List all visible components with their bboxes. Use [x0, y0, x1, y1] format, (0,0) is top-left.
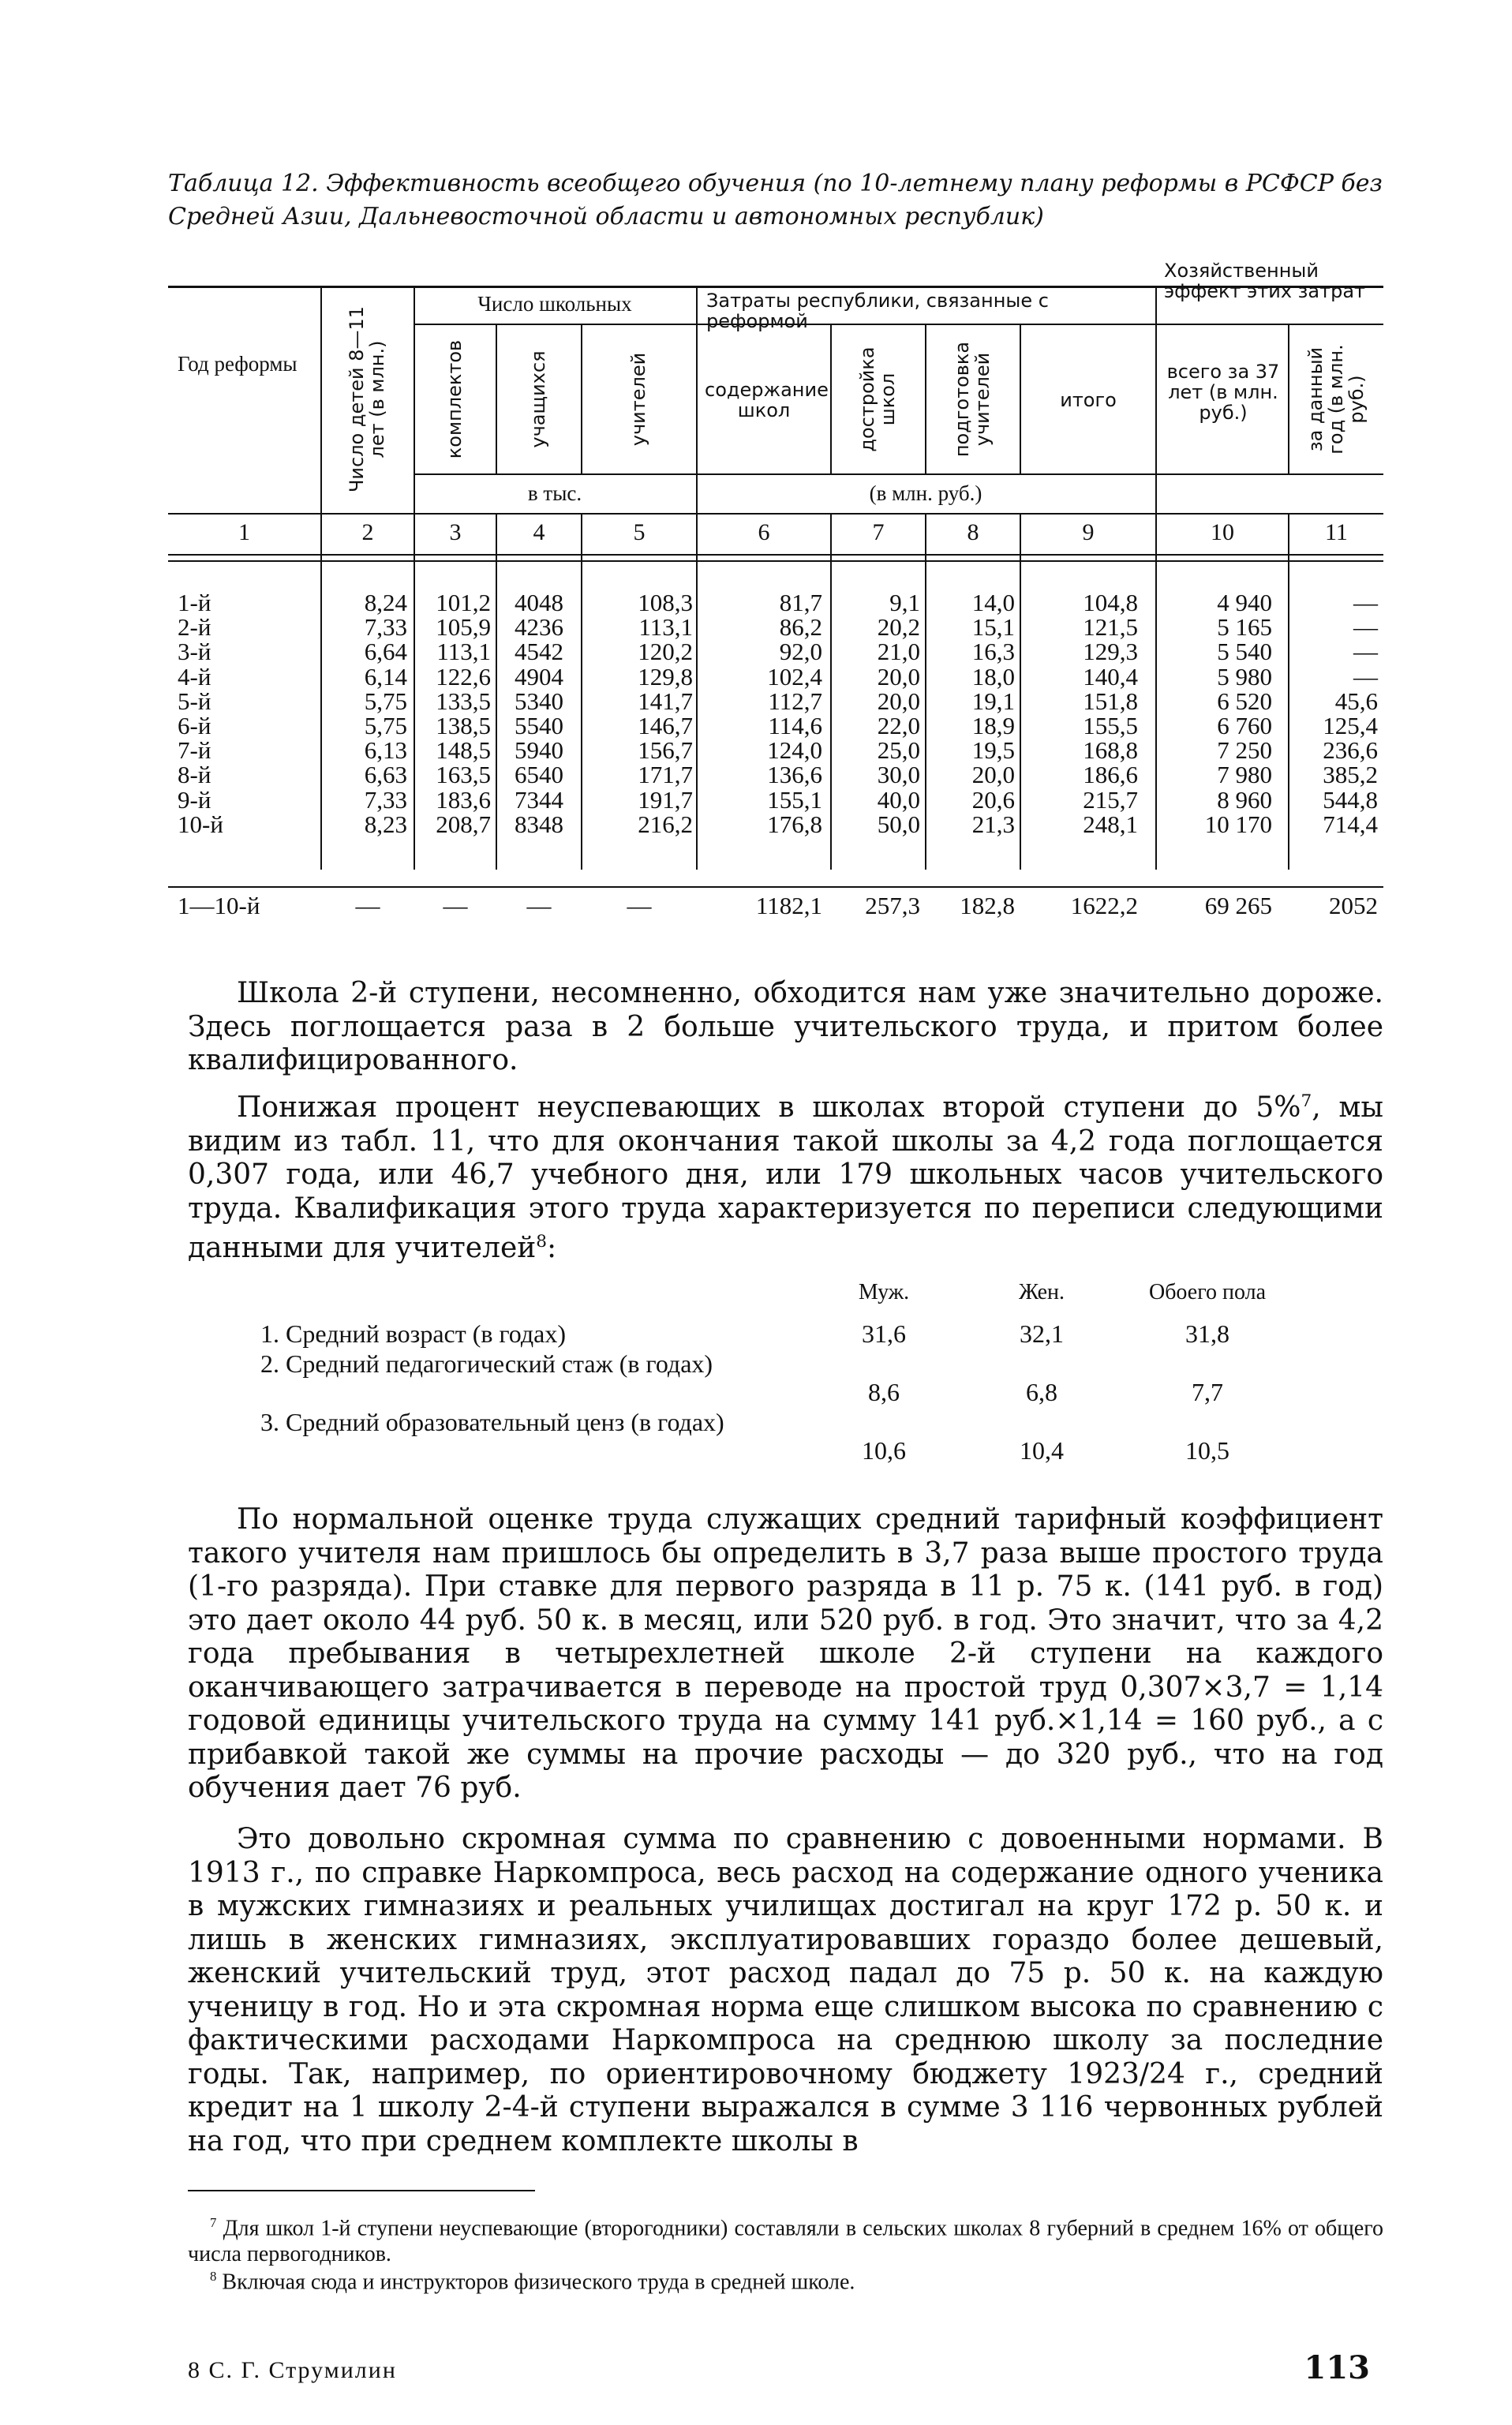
teacher-row-1-both: 31,8 [1185, 1319, 1229, 1348]
teacher-row-2-male: 8,6 [868, 1378, 900, 1406]
page-number: 113 [1304, 2349, 1370, 2386]
paragraph-2-text-a: Понижая процент неуспевающих в школах второй ступени до 5% [237, 1091, 1301, 1124]
colnum-8: 8 [967, 519, 979, 545]
teacher-row-3-both: 10,5 [1185, 1436, 1229, 1465]
teacher-row-2-label: 2. Средний педагогический стаж (в годах) [260, 1349, 713, 1378]
col-children: 8,24 7,33 6,64 6,14 5,75 5,75 6,13 6,63 7,33 8,23 [364, 589, 407, 838]
col-year: 1-й 2-й 3-й 4-й 5-й 6-й 7-й 8-й 9-й 10-й [178, 589, 223, 838]
footnote-rule [188, 2190, 535, 2191]
colnum-1: 1 [238, 519, 250, 545]
colnum-2: 2 [361, 519, 374, 545]
summary-construction: 257,3 [865, 892, 920, 919]
footnote-ref-7: 7 [1301, 1091, 1312, 1111]
header-units-mln: (в млн. руб.) [869, 481, 982, 505]
header-costs-group: Затраты республики, связанные с реформой [706, 290, 1049, 332]
teacher-row-3-male: 10,6 [862, 1436, 906, 1465]
teacher-row-1-male: 31,6 [862, 1319, 906, 1348]
header-effect-total: всего за 37 лет (в млн. руб.) [1166, 361, 1280, 424]
paragraph-2 [188, 1085, 1383, 1266]
header-schools-group: Число школьных [477, 292, 632, 316]
colnum-10: 10 [1211, 519, 1234, 545]
colnum-bottom-rule-2 [168, 560, 1383, 562]
header-maintenance: содержание школ [705, 379, 829, 421]
header-training: подготовка учителей [951, 341, 994, 458]
summary-training: 182,8 [960, 892, 1015, 919]
header-teachers: учителей [627, 352, 649, 447]
col-construction: 9,1 20,2 21,0 20,0 20,0 22,0 25,0 30,0 40,0 50,0 [877, 589, 920, 838]
col-training: 14,0 15,1 16,3 18,0 19,1 18,9 19,5 20,0 20,6 21,3 [971, 589, 1015, 838]
summary-effect-total: 69 265 [1204, 892, 1272, 919]
header-construction: достройка школ [856, 346, 899, 452]
teacher-row-3-label: 3. Средний образовательный ценз (в годах) [260, 1408, 724, 1436]
col-students: 4048 4236 4542 4904 5340 5540 5940 6540 7344 8348 [515, 589, 563, 838]
paragraph-2-text-b: , мы видим из табл. 11, что для окончания такой школы за 4,2 года поглощается 0,307 года, или 46,7 учебного дня, или 179 школьных часов учительского труда. Квалификация этого труда характеризуется по переписи следующими данными для учителей [188, 1091, 1383, 1264]
footnote-7 [188, 2210, 1383, 2267]
colnum-3: 3 [449, 519, 462, 545]
vline-4a [581, 324, 582, 473]
colnum-6: 6 [758, 519, 770, 545]
summary-effect-year: 2052 [1329, 892, 1378, 919]
vline-3a [496, 324, 497, 473]
summary-total: 1622,2 [1070, 892, 1138, 919]
summary-children: — [355, 892, 380, 919]
vline-7a [925, 324, 926, 473]
col-total: 104,8 121,5 129,3 140,4 151,8 155,5 168,8 186,6 215,7 248,1 [1083, 589, 1138, 838]
colnum-top-rule [168, 513, 1383, 515]
teacher-row-3-female: 10,4 [1020, 1436, 1064, 1465]
printer-signature: 8 С. Г. Струмилин [188, 2357, 397, 2383]
colnum-11: 11 [1325, 519, 1348, 545]
summary-year: 1—10-й [178, 892, 260, 919]
footnote-8-mark: 8 [210, 2269, 217, 2284]
colnum-4: 4 [533, 519, 545, 545]
col-complects: 101,2 105,9 113,1 122,6 133,5 138,5 148,5 163,5 183,6 208,7 [436, 589, 491, 838]
header-year: Год реформы [178, 352, 298, 376]
reform-effectiveness-table [168, 251, 1383, 971]
footnote-8 [188, 2263, 1383, 2295]
teacher-row-2-both: 7,7 [1192, 1378, 1223, 1406]
table-caption: Таблица 12. Эффективность всеобщего обучения (по 10-летнему плану реформы в РСФСР без Средней Азии, Дальневосточной области и автономных республик) [168, 170, 1383, 230]
teacher-row-2-female: 6,8 [1026, 1378, 1057, 1406]
paragraph-3: По нормальной оценке труда служащих средний тарифный коэффициент такого учителя нам пришлось бы определить в 3,7 раза выше простого труда (1-го разряда). При ставке для первого разряда в 11 р. 75 к. (141 руб. в год) это дает около 44 руб. 50 к. в месяц, или 520 руб. в год. Это значит, что за 4,2 года пребывания в четырехлетней школе 2-й ступени на каждого оканчивающего затрачивается в переводе на простой труд 0,307×3,7 = 1,14 годовой единицы учительского труда на сумму 141 руб.×1,14 = 160 руб., а с прибавкой такой же суммы на прочие расходы — до 320 руб., что на год обучения дает 76 руб. [188, 1503, 1383, 1804]
colnum-9: 9 [1082, 519, 1095, 545]
summary-rule [168, 886, 1383, 888]
header-effect-group: Хозяйственный эффект этих затрат [1164, 260, 1366, 302]
paragraph-1: Школа 2-й ступени, несомненно, обходится нам уже значительно дороже. Здесь поглощается раза в 2 больше учительского труда, и притом более квалифицированного. [188, 977, 1383, 1076]
teacher-row-1-female: 32,1 [1020, 1319, 1064, 1348]
header-total: итого [1060, 389, 1117, 411]
teacher-stats-table [260, 1278, 1302, 1484]
header-effect-year: за данный год (в млн. руб.) [1304, 344, 1368, 455]
teacher-header-female: Жен. [1018, 1280, 1065, 1304]
col-teachers: 108,3 113,1 120,2 129,8 141,7 146,7 156,7 171,7 191,7 216,2 [638, 589, 693, 838]
vline-6a [830, 324, 832, 473]
summary-maintenance: 1182,1 [755, 892, 822, 919]
colnum-7: 7 [872, 519, 885, 545]
footnote-7-mark: 7 [210, 2215, 217, 2230]
col-effect-year: — — — — 45,6 125,4 236,6 385,2 544,8 714,4 [1323, 589, 1378, 838]
summary-students: — [526, 892, 552, 919]
colnum-bottom-rule-1 [168, 554, 1383, 556]
header-children: Число детей 8—11 лет (в млн.) [346, 305, 388, 493]
paragraph-2-text-c: : [547, 1232, 557, 1264]
col-maintenance: 81,7 86,2 92,0 102,4 112,7 114,6 124,0 136,6 155,1 176,8 [767, 589, 822, 838]
colnum-5: 5 [633, 519, 646, 545]
vline-10a [1288, 324, 1289, 473]
teacher-row-1-label: 1. Средний возраст (в годах) [260, 1319, 567, 1348]
units-rule [415, 473, 1383, 475]
summary-complects: — [443, 892, 468, 919]
footnote-ref-8: 8 [536, 1232, 548, 1252]
footnote-7-text: Для школ 1-й ступени неуспевающие (второгодники) составляли в сельских школах 8 губерний в среднем 16% от общего числа первогодников. [188, 2216, 1384, 2267]
paragraph-4: Это довольно скромная сумма по сравнению с довоенными нормами. В 1913 г., по справке Наркомпроса, весь расход на содержание одного ученика в мужских гимназиях и реальных училищах достигал на круг 172 р. 50 к. и лишь в женских гимназиях, эксплуатировавших гораздо более дешевый, женский учительский труд, этот расход падал до 75 р. 50 к. на каждую ученицу в год. Но и эта скромная норма еще слишком высока по сравнению с фактическими расходами Наркомпроса на среднюю школу за последние годы. Так, например, по ориентировочному бюджету 1923/24 г., средний кредит на 1 школу 2-4-й ступени выражался в сумме 3 116 червонных рублей на год, что при среднем комплекте школы в [188, 1823, 1383, 2157]
teacher-header-both: Обоего пола [1148, 1280, 1267, 1304]
header-complects: комплектов [443, 339, 466, 459]
teacher-header-male: Муж. [858, 1280, 910, 1304]
header-students: учащихся [527, 350, 549, 448]
header-units-thousands: в тыс. [527, 481, 582, 505]
col-effect-total: 4 940 5 165 5 540 5 980 6 520 6 760 7 250 7 980 8 960 10 170 [1204, 589, 1272, 838]
summary-teachers: — [627, 892, 652, 919]
footnote-8-text: Включая сюда и инструкторов физического труда в средней школе. [222, 2270, 855, 2295]
